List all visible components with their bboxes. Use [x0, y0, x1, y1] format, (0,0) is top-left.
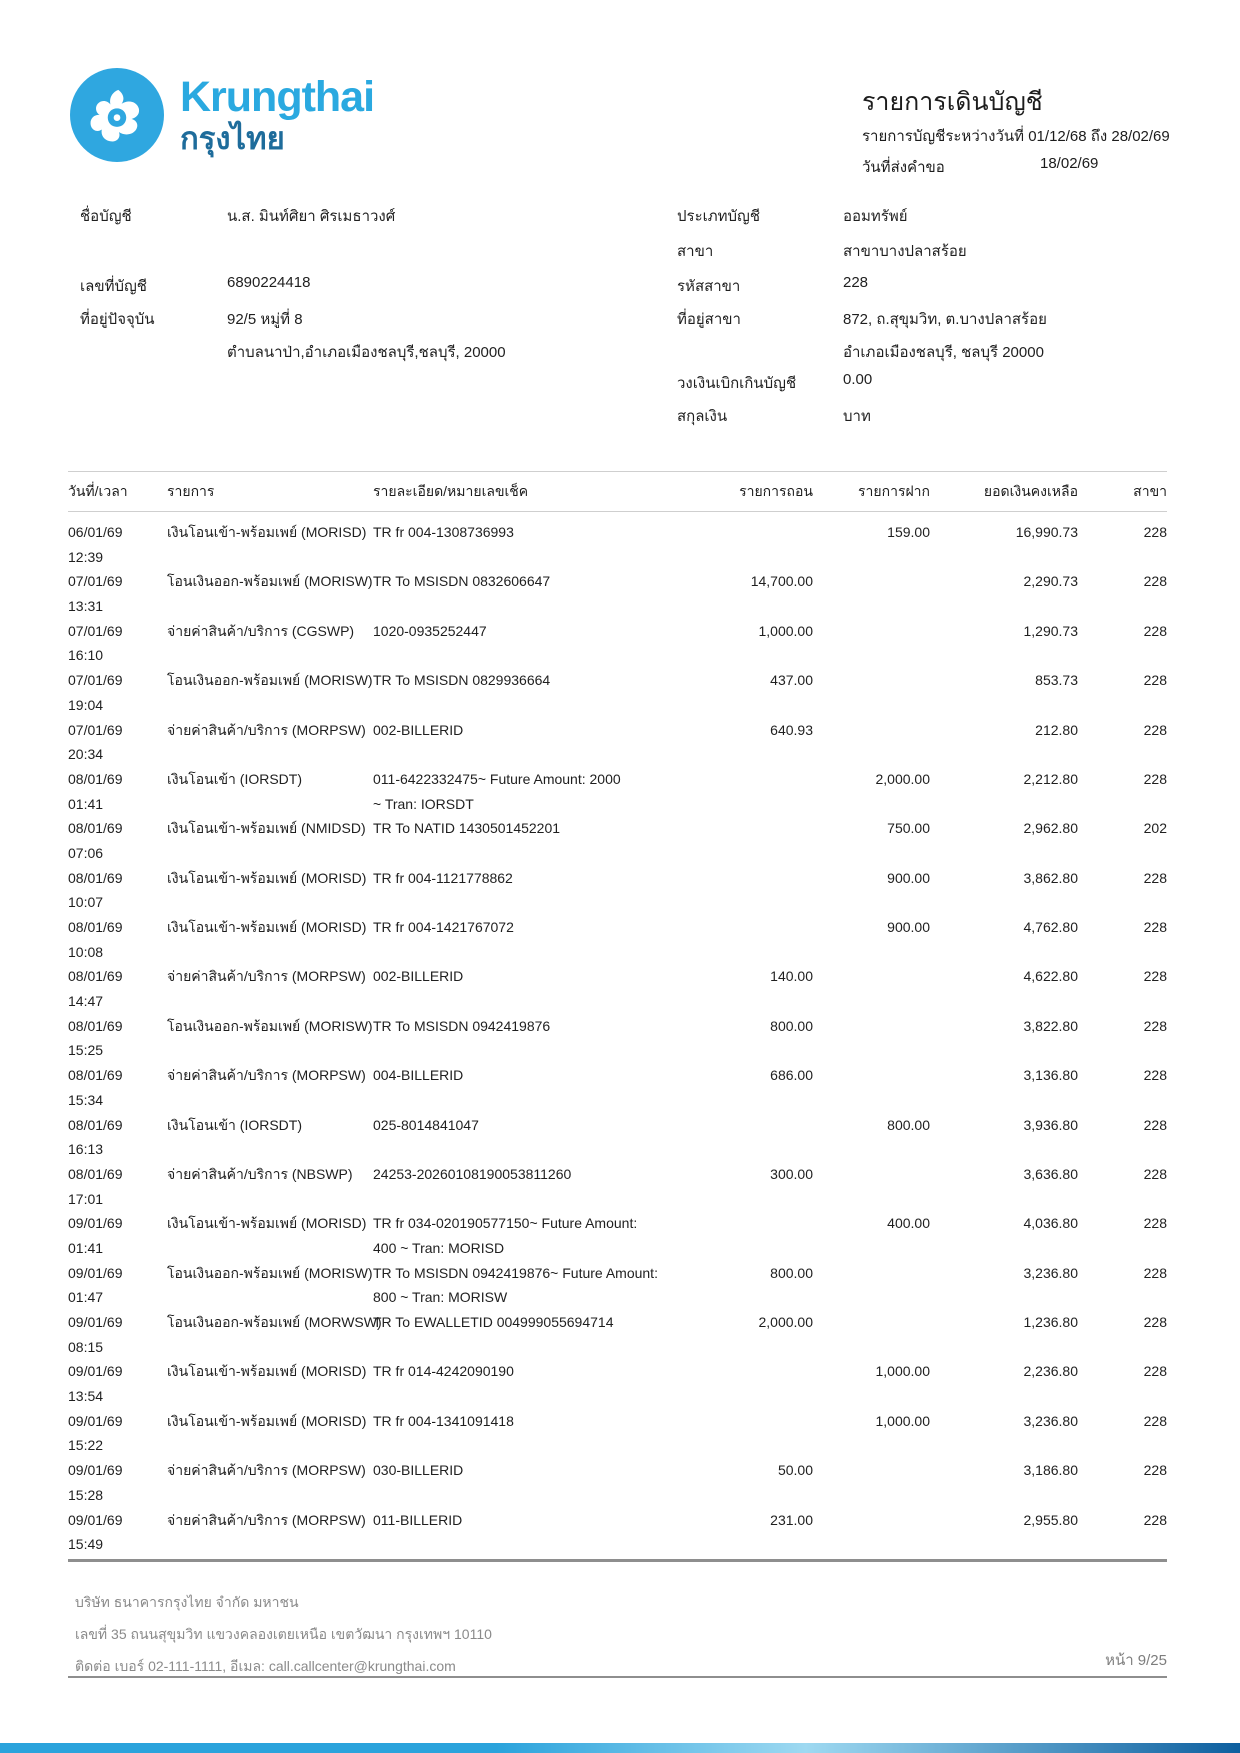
txn-description: จ่ายค่าสินค้า/บริการ (MORPSW) [167, 721, 366, 738]
txn-details-line1: 1020-0935252447 [373, 622, 487, 639]
txn-details-line2 [373, 1189, 673, 1214]
statement-title: รายการเดินบัญชี [862, 88, 1043, 116]
footer-contact-line: ติดต่อ เบอร์ 02-111-1111, อีเมล: call.callcenter@krungthai.com [75, 1658, 456, 1674]
txn-details-line2 [373, 942, 673, 967]
txn-date: 08/01/69 [68, 968, 123, 985]
txn-balance: 853.73 [1035, 672, 1078, 689]
txn-details-line2 [373, 645, 673, 670]
txn-details-line2 [373, 1337, 673, 1362]
txn-deposit [813, 670, 930, 695]
txn-deposit [813, 1510, 930, 1535]
txn-deposit: 159.00 [887, 524, 930, 540]
transaction-row [68, 1312, 1167, 1361]
txn-branch: 228 [1143, 1017, 1167, 1034]
account-info-section [0, 0, 1240, 440]
txn-deposit [813, 1016, 930, 1041]
txn-description: จ่ายค่าสินค้า/บริการ (NBSWP) [167, 1165, 353, 1182]
txn-branch: 202 [1143, 820, 1167, 837]
txn-details-line2 [373, 596, 673, 621]
txn-description: เงินโอนเข้า (IORSDT) [167, 770, 303, 787]
txn-withdrawal: 437.00 [770, 672, 813, 689]
txn-date: 07/01/69 [68, 672, 123, 689]
txn-time: 01:47 [68, 1289, 104, 1306]
txn-deposit [813, 1312, 930, 1337]
txn-withdrawal: 231.00 [770, 1511, 813, 1528]
col-header-date: วันที่/เวลา [68, 482, 128, 499]
txn-description: เงินโอนเข้า-พร้อมเพย์ (MORISD) [167, 1412, 367, 1429]
txn-details-line2 [373, 991, 673, 1016]
txn-date: 08/01/69 [68, 919, 123, 935]
branch-code-label: รหัสสาขา [677, 278, 741, 295]
txn-branch: 228 [1143, 1412, 1167, 1429]
txn-withdrawal [673, 1361, 813, 1386]
txn-branch: 228 [1143, 1363, 1167, 1380]
txn-time: 15:25 [68, 1042, 104, 1059]
branch-address-line1: 872, ถ.สุขุมวิท, ต.บางปลาสร้อย [843, 311, 1047, 328]
txn-date: 08/01/69 [68, 1017, 123, 1034]
txn-details-line1: 24253-20260108190053811260 [373, 1165, 572, 1182]
transaction-row [68, 522, 1167, 571]
transaction-row [68, 966, 1167, 1015]
txn-description: จ่ายค่าสินค้า/บริการ (CGSWP) [167, 622, 355, 639]
txn-balance: 2,290.73 [1023, 573, 1078, 590]
account-number-label: เลขที่บัญชี [80, 278, 147, 295]
brand-gradient-bar [0, 1743, 1240, 1753]
txn-date: 08/01/69 [68, 1116, 123, 1133]
txn-deposit [813, 720, 930, 745]
txn-time: 17:01 [68, 1190, 104, 1207]
txn-details-line1: TR To MSISDN 0829936664 [373, 672, 551, 689]
transaction-row [68, 1016, 1167, 1065]
txn-details-line2: 400 ~ Tran: MORISD [373, 1239, 505, 1256]
txn-withdrawal [673, 917, 813, 942]
col-header-details: รายละเอียด/หมายเลขเช็ค [373, 482, 529, 499]
page-number: หน้า 9/25 [1105, 1652, 1167, 1669]
txn-deposit [813, 1065, 930, 1090]
txn-date: 08/01/69 [68, 869, 123, 886]
txn-branch: 228 [1143, 869, 1167, 886]
txn-time: 15:34 [68, 1091, 104, 1108]
txn-date: 09/01/69 [68, 1264, 123, 1281]
txn-time: 19:04 [68, 696, 104, 713]
txn-details-line1: TR fr 034-020190577150~ Future Amount: [373, 1215, 638, 1232]
txn-description: เงินโอนเข้า-พร้อมเพย์ (MORISD) [167, 1363, 367, 1380]
txn-balance: 3,236.80 [1023, 1412, 1078, 1429]
txn-withdrawal [673, 1411, 813, 1436]
txn-balance: 3,636.80 [1023, 1165, 1078, 1182]
txn-description: โอนเงินออก-พร้อมเพย์ (MORWSW) [167, 1314, 382, 1330]
current-address-line2: ตำบลนาป่า,อำเภอเมืองชลบุรี,ชลบุรี, 20000 [227, 344, 506, 361]
txn-deposit: 900.00 [887, 869, 930, 886]
txn-details-line2 [373, 1386, 673, 1411]
txn-details-line2: ~ Tran: IORSDT [373, 795, 474, 812]
txn-date: 09/01/69 [68, 1511, 123, 1528]
txn-date: 09/01/69 [68, 1215, 123, 1232]
account-type-value: ออมทรัพย์ [843, 208, 908, 225]
txn-withdrawal: 300.00 [770, 1165, 813, 1182]
txn-time: 10:07 [68, 894, 104, 911]
request-date-value: 18/02/69 [1040, 155, 1099, 172]
txn-time: 10:08 [68, 943, 104, 960]
txn-description: เงินโอนเข้า-พร้อมเพย์ (NMIDSD) [167, 820, 366, 837]
branch-address-line2: อำเภอเมืองชลบุรี, ชลบุรี 20000 [843, 344, 1044, 361]
txn-withdrawal [673, 769, 813, 794]
txn-branch: 228 [1143, 770, 1167, 787]
txn-time: 07:06 [68, 844, 104, 861]
txn-description: จ่ายค่าสินค้า/บริการ (MORPSW) [167, 1067, 366, 1084]
txn-balance: 212.80 [1035, 721, 1078, 738]
txn-details-line2 [373, 843, 673, 868]
txn-balance: 2,236.80 [1023, 1363, 1078, 1380]
txn-description: โอนเงินออก-พร้อมเพย์ (MORISW) [167, 1264, 373, 1281]
txn-withdrawal: 640.93 [770, 721, 813, 738]
transaction-row [68, 1361, 1167, 1410]
txn-balance: 3,186.80 [1023, 1462, 1078, 1479]
txn-date: 07/01/69 [68, 622, 123, 639]
txn-balance: 2,212.80 [1023, 770, 1078, 787]
txn-branch: 228 [1143, 1511, 1167, 1528]
txn-balance: 4,762.80 [1023, 919, 1078, 935]
txn-description: จ่ายค่าสินค้า/บริการ (MORPSW) [167, 1462, 366, 1479]
account-type-label: ประเภทบัญชี [677, 208, 761, 225]
txn-details-line2 [373, 547, 673, 572]
txn-branch: 228 [1143, 1462, 1167, 1479]
txn-time: 20:34 [68, 746, 104, 763]
txn-deposit [813, 1263, 930, 1288]
txn-deposit [813, 621, 930, 646]
txn-withdrawal: 14,700.00 [750, 573, 813, 590]
txn-balance: 1,236.80 [1023, 1314, 1078, 1330]
transaction-row [68, 621, 1167, 670]
txn-balance: 2,962.80 [1023, 820, 1078, 837]
transaction-row [68, 917, 1167, 966]
txn-details-line1: TR To MSISDN 0942419876 [373, 1017, 551, 1034]
txn-details-line2 [373, 892, 673, 917]
txn-deposit: 1,000.00 [875, 1412, 930, 1429]
txn-details-line2 [373, 1040, 673, 1065]
txn-date: 08/01/69 [68, 770, 123, 787]
txn-time: 13:54 [68, 1388, 104, 1405]
txn-branch: 228 [1143, 968, 1167, 985]
txn-deposit [813, 571, 930, 596]
txn-balance: 1,290.73 [1023, 622, 1078, 639]
txn-details-line1: TR fr 004-1421767072 [373, 919, 514, 935]
txn-details-line1: 011-BILLERID [373, 1511, 463, 1528]
txn-balance: 4,036.80 [1023, 1215, 1078, 1232]
transaction-row [68, 1213, 1167, 1262]
txn-description: เงินโอนเข้า-พร้อมเพย์ (MORISD) [167, 869, 367, 886]
transaction-row [68, 1115, 1167, 1164]
bank-name-en: Krungthai [180, 73, 375, 121]
txn-description: โอนเงินออก-พร้อมเพย์ (MORISW) [167, 1017, 373, 1034]
account-name-value: น.ส. มินท์ศิยา ศิรเมธาวงศ์ [227, 208, 396, 225]
txn-description: โอนเงินออก-พร้อมเพย์ (MORISW) [167, 672, 373, 689]
txn-branch: 228 [1143, 622, 1167, 639]
col-header-balance: ยอดเงินคงเหลือ [983, 482, 1078, 499]
current-address-label: ที่อยู่ปัจจุบัน [80, 311, 155, 328]
txn-details-line1: TR To EWALLETID 004999055694714 [373, 1314, 614, 1330]
txn-withdrawal: 800.00 [770, 1017, 813, 1034]
statement-table [68, 471, 1167, 1562]
txn-time: 16:10 [68, 647, 104, 664]
transaction-row [68, 1164, 1167, 1213]
txn-withdrawal: 686.00 [770, 1067, 813, 1084]
txn-withdrawal: 140.00 [770, 968, 813, 985]
branch-address-label: ที่อยู่สาขา [677, 311, 741, 328]
txn-time: 15:28 [68, 1486, 104, 1503]
txn-time: 13:31 [68, 598, 104, 615]
currency-value: บาท [843, 408, 871, 425]
txn-time: 16:13 [68, 1141, 104, 1158]
txn-withdrawal: 1,000.00 [758, 622, 813, 639]
txn-details-line1: TR fr 004-1121778862 [373, 869, 513, 886]
txn-branch: 228 [1143, 919, 1167, 935]
transaction-row [68, 1263, 1167, 1312]
transaction-row [68, 1411, 1167, 1460]
branch-label: สาขา [677, 243, 714, 260]
txn-withdrawal: 800.00 [770, 1264, 813, 1281]
txn-withdrawal [673, 1213, 813, 1238]
bank-name-th: กรุงไทย [180, 121, 285, 156]
footer-company-line: บริษัท ธนาคารกรุงไทย จำกัด มหาชน [75, 1594, 299, 1610]
txn-details-line2 [373, 744, 673, 769]
txn-deposit: 800.00 [887, 1116, 930, 1133]
txn-details-line1: TR To MSISDN 0942419876~ Future Amount: [373, 1264, 658, 1281]
txn-time: 01:41 [68, 1239, 104, 1256]
transaction-row [68, 571, 1167, 620]
transaction-row [68, 670, 1167, 719]
col-header-withdrawal: รายการถอน [739, 482, 813, 499]
statement-period: รายการบัญชีระหว่างวันที่ 01/12/68 ถึง 28/02/69 [862, 128, 1170, 145]
txn-time: 15:49 [68, 1536, 104, 1553]
currency-label: สกุลเงิน [677, 408, 728, 425]
txn-details-line1: 025-8014841047 [373, 1116, 479, 1133]
txn-date: 06/01/69 [68, 524, 123, 540]
txn-branch: 228 [1143, 1314, 1167, 1330]
branch-code-value: 228 [843, 274, 869, 291]
txn-time: 01:41 [68, 795, 104, 812]
txn-details-line1: TR fr 014-4242090190 [373, 1363, 514, 1380]
txn-date: 08/01/69 [68, 1165, 123, 1182]
txn-balance: 2,955.80 [1023, 1511, 1078, 1528]
overdraft-value: 0.00 [843, 371, 873, 388]
transaction-rows [68, 512, 1167, 1562]
txn-branch: 228 [1143, 524, 1167, 540]
txn-balance: 3,136.80 [1023, 1067, 1078, 1084]
txn-balance: 16,990.73 [1015, 524, 1078, 540]
transaction-row [68, 720, 1167, 769]
txn-description: เงินโอนเข้า (IORSDT) [167, 1116, 303, 1133]
request-date-label: วันที่ส่งคำขอ [862, 159, 945, 176]
footer-divider [68, 1676, 1167, 1678]
transaction-row [68, 1065, 1167, 1114]
txn-date: 09/01/69 [68, 1363, 123, 1380]
txn-description: จ่ายค่าสินค้า/บริการ (MORPSW) [167, 968, 366, 985]
txn-withdrawal: 2,000.00 [758, 1314, 813, 1330]
txn-balance: 4,622.80 [1023, 968, 1078, 985]
transaction-row [68, 769, 1167, 818]
txn-time: 15:22 [68, 1437, 104, 1454]
txn-details-line1: 004-BILLERID [373, 1067, 464, 1084]
txn-details-line2 [373, 1139, 673, 1164]
txn-details-line1: 011-6422332475~ Future Amount: 2000 [373, 770, 621, 787]
txn-date: 08/01/69 [68, 1067, 123, 1084]
txn-details-line1: 002-BILLERID [373, 721, 464, 738]
overdraft-label: วงเงินเบิกเกินบัญชี [677, 375, 797, 392]
txn-time: 12:39 [68, 548, 104, 565]
txn-details-line2 [373, 1485, 673, 1510]
txn-deposit: 900.00 [887, 919, 930, 935]
txn-branch: 228 [1143, 721, 1167, 738]
txn-date: 07/01/69 [68, 573, 123, 590]
txn-time: 08:15 [68, 1338, 104, 1355]
txn-details-line2 [373, 1090, 673, 1115]
txn-description: โอนเงินออก-พร้อมเพย์ (MORISW) [167, 573, 373, 590]
txn-withdrawal: 50.00 [777, 1462, 813, 1479]
table-header-row [68, 471, 1167, 512]
txn-description: เงินโอนเข้า-พร้อมเพย์ (MORISD) [167, 1215, 367, 1232]
txn-details-line2 [373, 1534, 673, 1559]
txn-details-line1: 002-BILLERID [373, 968, 464, 985]
txn-branch: 228 [1143, 1215, 1167, 1232]
txn-branch: 228 [1143, 573, 1167, 590]
txn-details-line2 [373, 695, 673, 720]
txn-withdrawal [673, 818, 813, 843]
txn-description: จ่ายค่าสินค้า/บริการ (MORPSW) [167, 1511, 366, 1528]
txn-deposit: 750.00 [887, 820, 930, 837]
txn-deposit: 2,000.00 [875, 770, 930, 787]
txn-deposit: 400.00 [887, 1215, 930, 1232]
txn-time: 14:47 [68, 993, 104, 1010]
txn-branch: 228 [1143, 672, 1167, 689]
txn-branch: 228 [1143, 1116, 1167, 1133]
txn-withdrawal [673, 1115, 813, 1140]
col-header-branch: สาขา [1133, 482, 1167, 499]
branch-value: สาขาบางปลาสร้อย [843, 243, 967, 260]
txn-deposit: 1,000.00 [875, 1363, 930, 1380]
footer-address-line: เลขที่ 35 ถนนสุขุมวิท แขวงคลองเตยเหนือ เขตวัฒนา กรุงเทพฯ 10110 [75, 1626, 492, 1642]
txn-deposit [813, 1164, 930, 1189]
txn-date: 09/01/69 [68, 1462, 123, 1479]
txn-details-line1: TR fr 004-1308736993 [373, 524, 514, 540]
txn-deposit [813, 966, 930, 991]
txn-branch: 228 [1143, 1067, 1167, 1084]
txn-balance: 3,936.80 [1023, 1116, 1078, 1133]
txn-branch: 228 [1143, 1264, 1167, 1281]
current-address-line1: 92/5 หมู่ที่ 8 [227, 311, 303, 328]
transaction-row [68, 818, 1167, 867]
txn-balance: 3,822.80 [1023, 1017, 1078, 1034]
txn-deposit [813, 1460, 930, 1485]
txn-date: 09/01/69 [68, 1314, 123, 1330]
txn-withdrawal [673, 522, 813, 547]
txn-details-line2: 800 ~ Tran: MORISW [373, 1289, 508, 1306]
txn-details-line1: TR To MSISDN 0832606647 [373, 573, 551, 590]
txn-details-line1: 030-BILLERID [373, 1462, 464, 1479]
txn-balance: 3,862.80 [1023, 869, 1078, 886]
txn-balance: 3,236.80 [1023, 1264, 1078, 1281]
txn-details-line1: TR fr 004-1341091418 [373, 1412, 514, 1429]
transaction-row [68, 1460, 1167, 1509]
txn-date: 09/01/69 [68, 1412, 123, 1429]
txn-description: เงินโอนเข้า-พร้อมเพย์ (MORISD) [167, 919, 367, 935]
txn-date: 07/01/69 [68, 721, 123, 738]
col-header-description: รายการ [167, 482, 215, 499]
txn-withdrawal [673, 868, 813, 893]
account-name-label: ชื่อบัญชี [80, 208, 132, 225]
transaction-row [68, 868, 1167, 917]
txn-branch: 228 [1143, 1165, 1167, 1182]
txn-details-line1: TR To NATID 1430501452201 [373, 820, 561, 837]
txn-description: เงินโอนเข้า-พร้อมเพย์ (MORISD) [167, 524, 367, 540]
txn-details-line2 [373, 1435, 673, 1460]
account-number-value: 6890224418 [227, 274, 311, 291]
txn-date: 08/01/69 [68, 820, 123, 837]
col-header-deposit: รายการฝาก [858, 482, 930, 499]
transaction-row [68, 1510, 1167, 1559]
